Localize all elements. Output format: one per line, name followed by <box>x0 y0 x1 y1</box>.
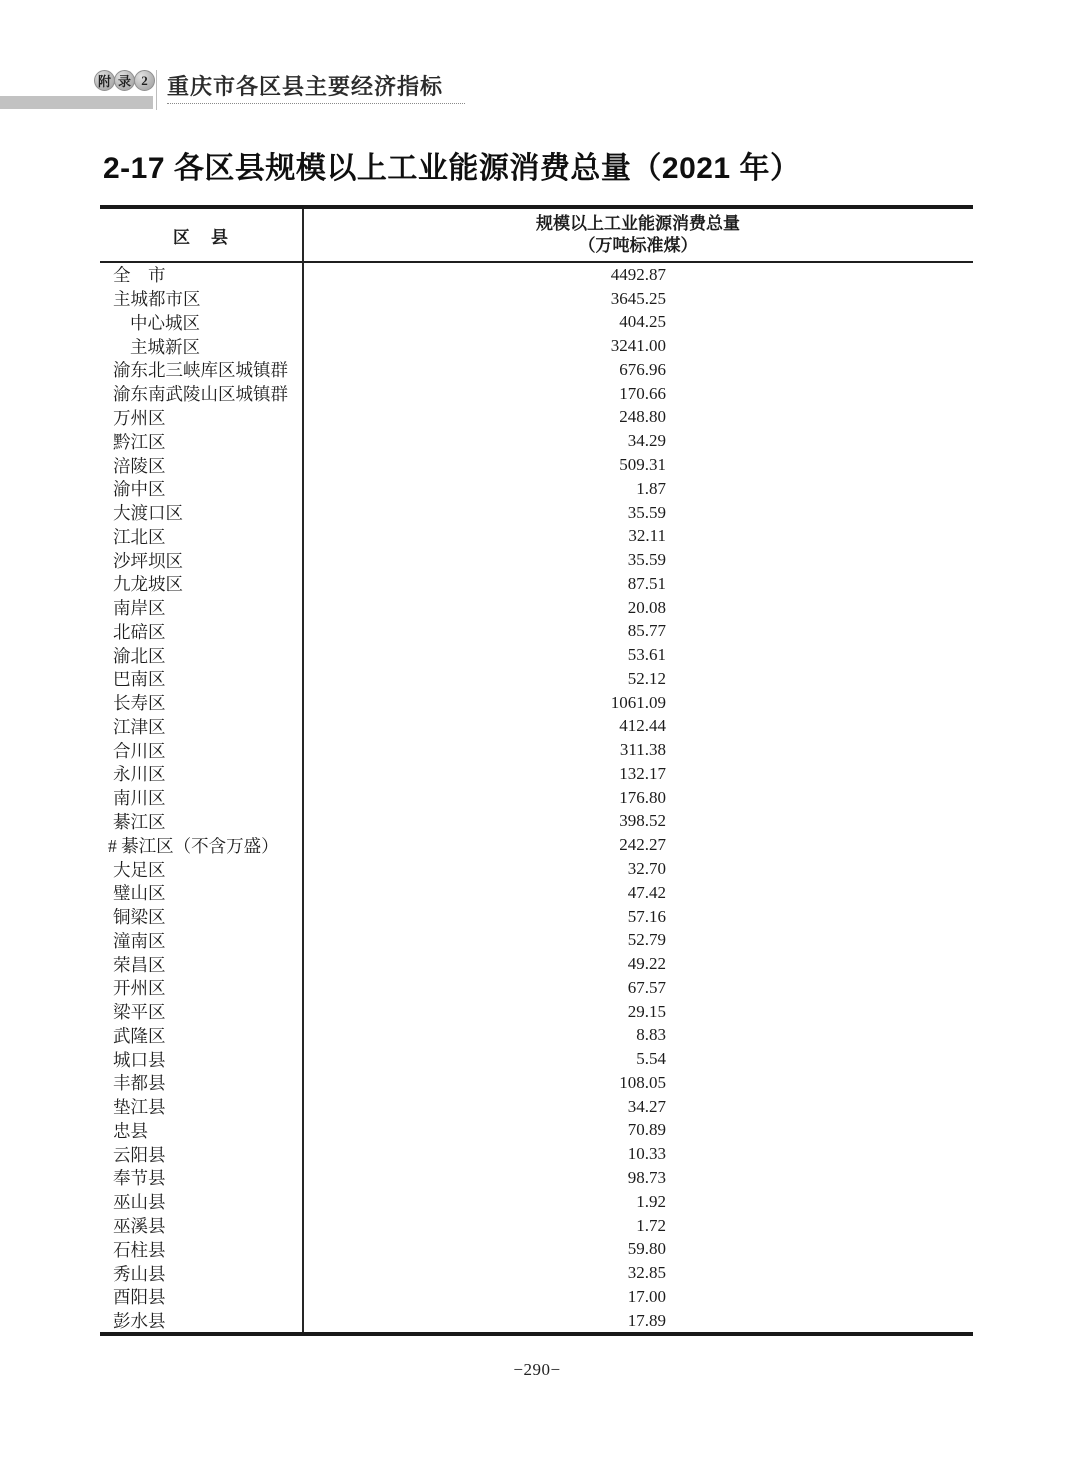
region-name: 云阳县 <box>113 1144 166 1165</box>
energy-value: 3241.00 <box>610 336 666 356</box>
table-row <box>100 1261 973 1285</box>
region-name: 巴南区 <box>113 669 166 690</box>
energy-value: 47.42 <box>627 882 666 902</box>
energy-value: 8.83 <box>636 1025 666 1045</box>
appendix-badge-char: 附 <box>94 70 115 91</box>
energy-value: 170.66 <box>619 383 666 403</box>
energy-value: 1.72 <box>636 1215 666 1235</box>
appendix-badge <box>94 70 154 91</box>
energy-value: 67.57 <box>627 977 666 997</box>
energy-value: 17.00 <box>627 1286 666 1306</box>
region-name: 全 市 <box>113 265 166 286</box>
energy-value: 242.27 <box>619 835 666 855</box>
energy-value: 52.79 <box>627 930 666 950</box>
energy-value: 32.85 <box>627 1263 666 1283</box>
column-header-region: 区 县 <box>173 227 230 247</box>
column-divider <box>302 209 304 1332</box>
table-row <box>100 1166 973 1190</box>
energy-value: 17.89 <box>627 1310 666 1330</box>
energy-value: 1.92 <box>636 1191 666 1211</box>
table-row <box>100 548 973 572</box>
energy-value: 57.16 <box>627 906 666 926</box>
energy-value: 412.44 <box>619 716 666 736</box>
energy-table <box>100 205 973 1336</box>
region-name: 大渡口区 <box>113 503 183 524</box>
energy-value: 32.70 <box>627 859 666 879</box>
region-name: 大足区 <box>113 859 166 880</box>
region-name: 江北区 <box>113 526 166 547</box>
region-name: 荣昌区 <box>113 954 166 975</box>
table-row <box>100 334 973 358</box>
region-name: 江津区 <box>113 716 166 737</box>
table-row <box>100 572 973 596</box>
table-row <box>100 810 973 834</box>
table-row <box>100 905 973 929</box>
table-row <box>100 596 973 620</box>
table-row <box>100 1237 973 1261</box>
table-row <box>100 715 973 739</box>
energy-value: 1.87 <box>636 478 666 498</box>
region-name: 酉阳县 <box>113 1287 166 1308</box>
table-row <box>100 643 973 667</box>
energy-value: 509.31 <box>619 455 666 474</box>
table-row <box>100 976 973 1000</box>
region-name: 渝北区 <box>113 645 166 666</box>
energy-value: 4492.87 <box>610 264 666 284</box>
table-row <box>100 857 973 881</box>
table-row <box>100 453 973 477</box>
energy-value: 10.33 <box>627 1144 666 1164</box>
region-name: 巫山县 <box>113 1192 166 1213</box>
region-name: 秀山县 <box>113 1263 166 1284</box>
region-name: 南岸区 <box>113 598 166 619</box>
table-row <box>100 1214 973 1238</box>
region-name: 巫溪县 <box>113 1216 166 1237</box>
table-row <box>100 1119 973 1143</box>
table-row <box>100 524 973 548</box>
energy-value: 53.61 <box>627 645 666 665</box>
table-row <box>100 833 973 857</box>
energy-value: 35.59 <box>627 550 666 570</box>
region-name: 石柱县 <box>113 1239 166 1260</box>
table-body <box>100 263 973 1332</box>
energy-value: 85.77 <box>627 621 666 641</box>
region-name: 中心城区 <box>130 312 200 333</box>
energy-value: 29.15 <box>627 1001 666 1021</box>
region-name: 渝东北三峡库区城镇群 <box>113 360 288 381</box>
table-row <box>100 1071 973 1095</box>
region-name: 武隆区 <box>113 1025 166 1046</box>
energy-value: 32.11 <box>628 526 666 546</box>
energy-value: 35.59 <box>627 502 666 522</box>
energy-value: 49.22 <box>627 954 666 974</box>
region-name: # 綦江区（不含万盛） <box>108 835 279 856</box>
energy-value: 59.80 <box>627 1239 666 1259</box>
appendix-badge-char: 2 <box>134 70 155 91</box>
region-name: 璧山区 <box>113 883 166 904</box>
region-name: 渝中区 <box>113 479 166 500</box>
energy-value: 5.54 <box>636 1049 666 1069</box>
region-name: 铜梁区 <box>113 907 166 928</box>
region-name: 北碚区 <box>113 621 166 642</box>
table-header-row <box>100 209 973 263</box>
region-name: 南川区 <box>113 788 166 809</box>
table-row <box>100 1142 973 1166</box>
region-name: 梁平区 <box>113 1002 166 1023</box>
table-row <box>100 738 973 762</box>
region-name: 丰都县 <box>113 1073 166 1094</box>
region-name: 奉节县 <box>113 1168 166 1189</box>
table-row <box>100 691 973 715</box>
header-accent-bar <box>0 96 153 109</box>
table-row <box>100 928 973 952</box>
table-row <box>100 881 973 905</box>
region-name: 合川区 <box>113 740 166 761</box>
region-name: 垫江县 <box>113 1097 166 1118</box>
table-row <box>100 429 973 453</box>
table-title: 2-17 各区县规模以上工业能源消费总量（2021 年） <box>103 152 801 185</box>
column-header-value-line2: （万吨标准煤） <box>578 236 698 255</box>
table-row <box>100 287 973 311</box>
region-name: 黔江区 <box>113 431 166 452</box>
energy-value: 398.52 <box>619 811 666 831</box>
table-row <box>100 786 973 810</box>
energy-value: 404.25 <box>619 312 666 332</box>
table-row <box>100 619 973 643</box>
energy-value: 3645.25 <box>610 288 666 308</box>
table-row <box>100 406 973 430</box>
energy-value: 108.05 <box>619 1072 666 1092</box>
region-name: 渝东南武陵山区城镇群 <box>113 384 288 405</box>
energy-value: 87.51 <box>627 573 666 593</box>
energy-value: 34.29 <box>627 431 666 451</box>
energy-value: 132.17 <box>619 763 666 783</box>
chapter-title-underline <box>167 103 465 104</box>
table-row <box>100 358 973 382</box>
energy-value: 248.80 <box>619 407 666 427</box>
region-name: 永川区 <box>113 764 166 785</box>
energy-value: 34.27 <box>627 1096 666 1116</box>
region-name: 綦江区 <box>113 812 166 832</box>
region-name: 彭水县 <box>113 1311 166 1332</box>
table-row <box>100 263 973 287</box>
energy-value: 98.73 <box>627 1167 666 1187</box>
chapter-title: 重庆市各区县主要经济指标 <box>167 74 444 99</box>
energy-value: 176.80 <box>619 787 666 807</box>
table-row <box>100 1285 973 1309</box>
region-name: 潼南区 <box>113 930 166 951</box>
region-name: 涪陵区 <box>113 455 166 476</box>
energy-value: 20.08 <box>627 597 666 617</box>
energy-value: 52.12 <box>627 668 666 688</box>
table-row <box>100 1309 973 1333</box>
table-row <box>100 477 973 501</box>
energy-value: 311.38 <box>619 740 666 760</box>
table-row <box>100 382 973 406</box>
table-row <box>100 311 973 335</box>
region-name: 九龙坡区 <box>113 574 183 595</box>
table-row <box>100 1000 973 1024</box>
energy-value: 676.96 <box>619 359 666 379</box>
region-name: 主城都市区 <box>113 289 201 310</box>
table-row <box>100 1024 973 1048</box>
table-row <box>100 952 973 976</box>
energy-value: 1061.09 <box>610 692 666 712</box>
table-row <box>100 1095 973 1119</box>
column-header-value <box>303 209 973 261</box>
region-name: 长寿区 <box>113 693 166 714</box>
energy-value: 70.89 <box>627 1120 666 1140</box>
table-row <box>100 667 973 691</box>
region-name: 城口县 <box>113 1049 166 1070</box>
region-name: 沙坪坝区 <box>113 550 183 571</box>
table-row <box>100 762 973 786</box>
page-number: −290− <box>513 1360 561 1379</box>
region-name: 忠县 <box>113 1120 148 1141</box>
header-divider <box>156 70 157 110</box>
column-header-value-line1: 规模以上工业能源消费总量 <box>536 214 740 233</box>
region-name: 万州区 <box>113 407 166 428</box>
table-row <box>100 1190 973 1214</box>
appendix-badge-char: 录 <box>114 70 135 91</box>
table-row <box>100 501 973 525</box>
region-name: 开州区 <box>113 978 166 999</box>
region-name: 主城新区 <box>130 336 200 357</box>
table-row <box>100 1047 973 1071</box>
